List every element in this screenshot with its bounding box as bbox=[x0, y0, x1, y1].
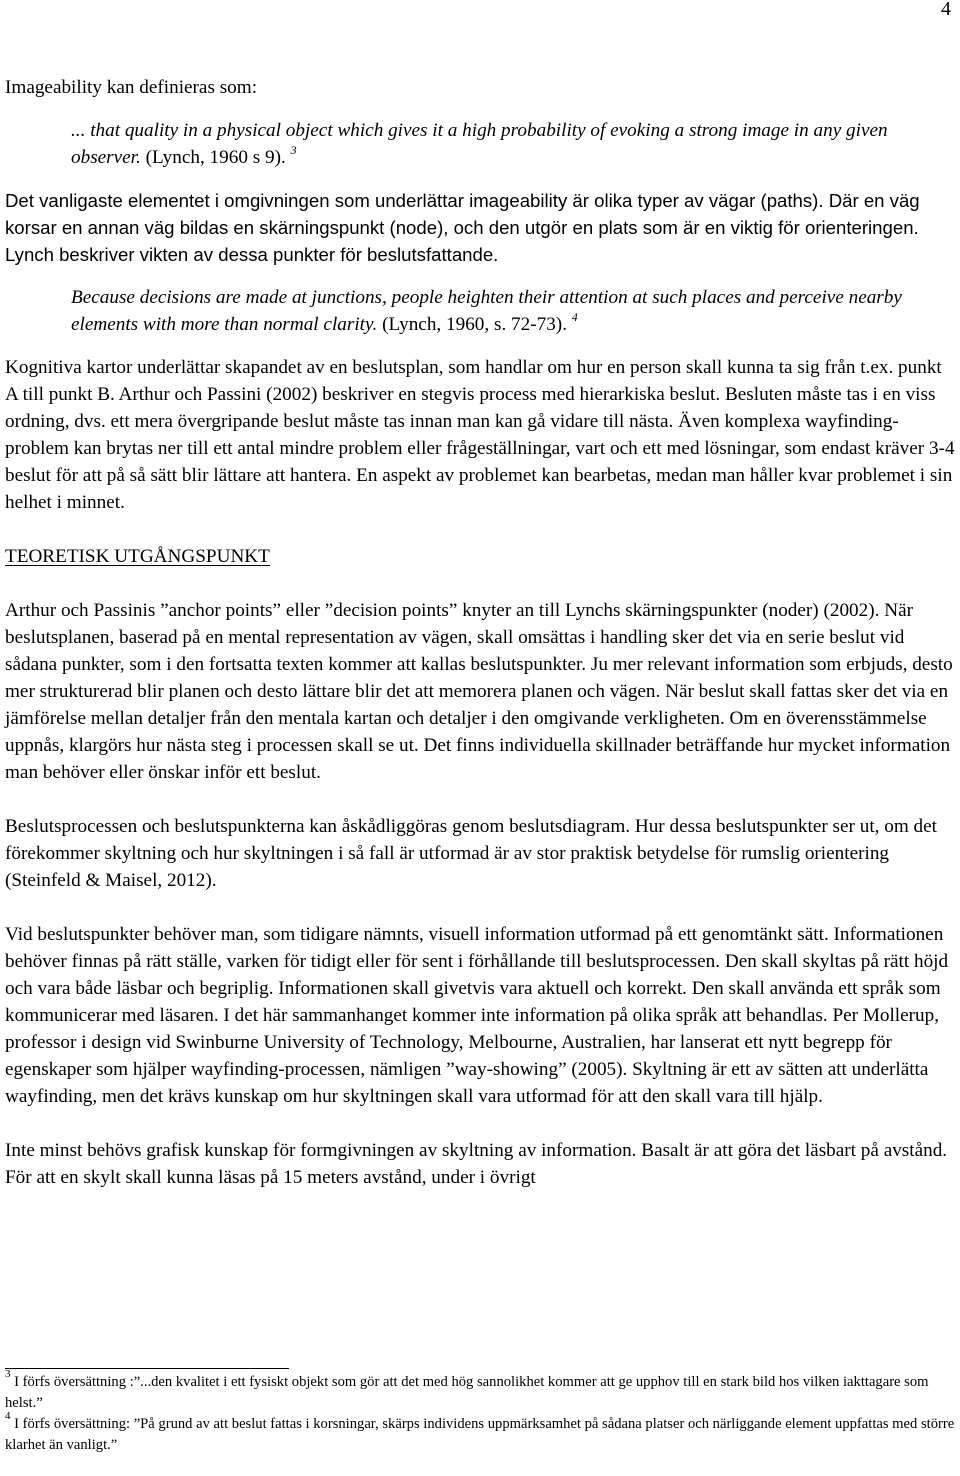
footnote-number: 4 bbox=[5, 1410, 11, 1423]
paragraph-decision-points: Arthur och Passinis ”anchor points” eller ”decision points” knyter an till Lynchs skärningspunkter (noder) (2002). När beslutsplanen, baserad på en mental representation av vägen, skall omsättas i handling sker det via en serie beslut vid sådana punkter, som i den fortsatta texten kommer att kallas beslutspunkter. Ju mer relevant information som erbjuds, desto mer strukturerad blir planen och desto lättare blir det att memorera planen och vägen. När beslut skall fattas sker det via en jämförelse mellan detaljer från den mentala kartan och detaljer i den omgivande verkligheten. Om en överensstämmelse uppnås, klargörs hur nästa steg i processen skall se ut. Det finns individuella skillnader beträffande hur mycket information man behöver eller önskar inför ett beslut. bbox=[5, 600, 953, 783]
quote-text: Because decisions are made at junctions, people heighten their attention at such places and perceive nearby elements with more than normal clarity. bbox=[71, 287, 902, 335]
section-heading: TEORETISK UTGÅNGSPUNKT bbox=[5, 546, 270, 567]
footnote-divider bbox=[5, 1368, 289, 1369]
intro-line: Imageability kan definieras som: bbox=[5, 77, 258, 98]
footnote-text: I förfs översättning: ”På grund av att beslut fattas i korsningar, skärps individens uppmärksamhet på sådana platser och närliggande element uppfattas med större klarhet än vanligt.” bbox=[5, 1416, 955, 1453]
footnote-ref[interactable]: 3 bbox=[290, 142, 297, 157]
block-quote-lynch-2 bbox=[71, 284, 955, 338]
paragraph-graphic-knowledge: Inte minst behövs grafisk kunskap för formgivningen av skyltning av information. Basalt är att göra det läsbart på avstånd. För att en skylt skall kunna läsas på 15 meters avstånd, under i övrigt bbox=[5, 1140, 948, 1188]
paragraph-visual-information: Vid beslutspunkter behöver man, som tidigare nämnts, visuell information utformad på ett genomtänkt sätt. Informationen behöver finnas på rätt ställe, varken för tidigt eller för sent i förhållande till beslutsprocessen. Den skall skyltas på rätt höjd och vara både läsbar och begriplig. Informationen skall givetvis vara aktuell och korrekt. Den skall använda ett språk som kommunicerar med läsaren. I det här sammanhanget kommer inte information på olika språk att behandlas. Per Mollerup, professor i design vid Swinburne University of Technology, Melbourne, Australien, har lanserat ett nytt begrepp för egenskaper som hjälper wayfinding-processen, nämligen ”way-showing” (2005). Skyltning är ett av sätten att underlätta wayfinding, men det krävs kunskap om hur skyltningen skall vara utformad för att den skall vara till hjälp. bbox=[5, 924, 949, 1107]
page-number: 4 bbox=[941, 0, 951, 20]
quote-citation: (Lynch, 1960 s 9). bbox=[140, 147, 286, 168]
footnote-4 bbox=[5, 1410, 955, 1456]
paragraph-paths: Det vanligaste elementet i omgivningen som underlättar imageability är olika typer av vägar (paths). Där en väg korsar en annan väg bildas en skärningspunkt (node), och den utgör en plats som är en viktig för orienteringen. Lynch beskriver vikten av dessa punkter för beslutsfattande. bbox=[5, 190, 920, 265]
footnote-number: 3 bbox=[5, 1368, 11, 1381]
footnote-text: I förfs översättning :”...den kvalitet i ett fysiskt objekt som gör att det med hög sannolikhet kommer att ge upphov till en stark bild hos vilken iakttagare som helst.” bbox=[5, 1374, 929, 1411]
paragraph-decision-diagram: Beslutsprocessen och beslutspunkterna kan åskådliggöras genom beslutsdiagram. Hur dessa beslutspunkter ser ut, om det förekommer skyltning och hur skyltningen i så fall är utformad är av stor praktisk betydelse för rumslig orientering (Steinfeld & Maisel, 2012). bbox=[5, 816, 937, 891]
document-body bbox=[5, 74, 955, 1191]
quote-text: ... that quality in a physical object which gives it a high probability of evoking a strong image in any given observer. bbox=[71, 120, 888, 168]
block-quote-lynch-1 bbox=[71, 117, 955, 171]
paragraph-cognitive-maps: Kognitiva kartor underlättar skapandet av en beslutsplan, som handlar om hur en person skall kunna ta sig från t.ex. punkt A till punkt B. Arthur och Passini (2002) beskriver en stegvis process med hierarkiska beslut. Besluten måste tas i en viss ordning, dvs. ett mera övergripande beslut måste tas innan man kan gå vidare till nästa. Även komplexa wayfinding-problem kan brytas ner till ett antal mindre problem eller frågeställningar, vart och ett med lösningar, som endast kräver 3-4 beslut för att på så sätt blir lättare att hantera. En aspekt av problemet kan bearbetas, medan man håller kvar problemet i sin helhet i minnet. bbox=[5, 357, 955, 513]
footnote-ref[interactable]: 4 bbox=[571, 309, 578, 324]
footnotes bbox=[5, 1368, 955, 1456]
quote-citation: (Lynch, 1960, s. 72-73). bbox=[377, 314, 567, 335]
footnote-3 bbox=[5, 1368, 955, 1414]
